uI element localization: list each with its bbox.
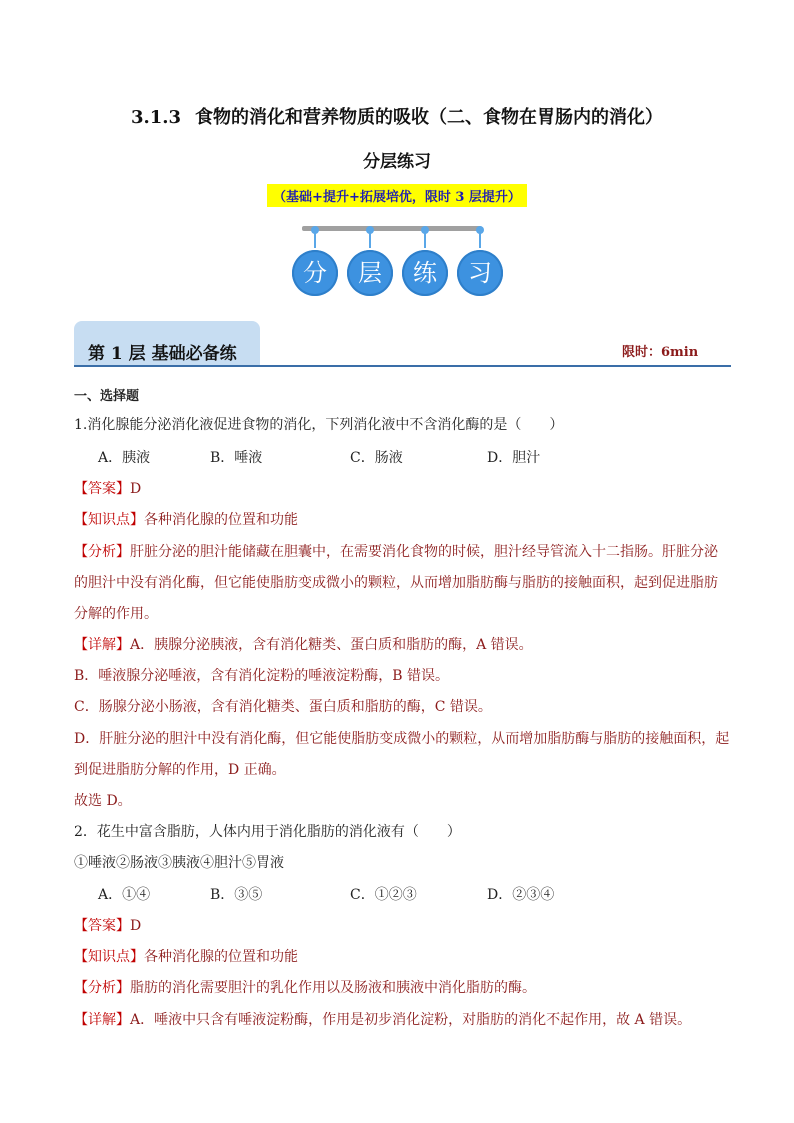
section-divider: [74, 365, 731, 367]
document-subtitle: 分层练习: [363, 152, 431, 172]
q1-analysis-line-3: 分解的作用。: [74, 606, 158, 622]
answer-value: D: [130, 918, 142, 934]
practice-banner: [288, 222, 508, 300]
q2-knowledge-point: [74, 946, 298, 966]
q1-analysis-line-2: 的胆汁中没有消化酶，但它能使脂肪变成微小的颗粒，从而增加脂肪酶与脂肪的接触面积，起到促进脂肪: [74, 575, 718, 591]
banner-bubble: 层: [347, 250, 393, 296]
tagline-wrap: [0, 184, 794, 207]
banner-bubble: 练: [402, 250, 448, 296]
q1-knowledge-point: [74, 509, 298, 529]
banner-pin: [314, 230, 316, 248]
tagline: （基础+提升+拓展培优，限时 3 层提升）: [267, 184, 527, 207]
q1-option-d: D．胆汁: [487, 450, 541, 466]
title-text: 食物的消化和营养物质的吸收（二、食物在胃肠内的消化）: [195, 107, 664, 128]
banner-pin: [424, 230, 426, 248]
answer-value: D: [130, 481, 142, 497]
banner-pin: [369, 230, 371, 248]
q1-option-b: B．唾液: [210, 450, 263, 466]
question-2-stem: 2．花生中富含脂肪，人体内用于消化脂肪的消化液有（ ）: [74, 824, 461, 840]
knowledge-tag: 【知识点】: [74, 949, 144, 965]
knowledge-text: 各种消化腺的位置和功能: [144, 512, 298, 528]
section-number: 3.1.3: [130, 107, 182, 128]
banner-bar: [302, 226, 482, 231]
q2-option-b: B．③⑤: [210, 887, 263, 903]
section-heading-box: [74, 321, 260, 365]
detail-text: A．唾液中只含有唾液淀粉酶，作用是初步消化淀粉，对脂肪的消化不起作用，故 A 错误。: [130, 1012, 692, 1028]
detail-text: A．胰腺分泌胰液，含有消化糖类、蛋白质和脂肪的酶，A 错误。: [130, 637, 533, 653]
q1-detail-d-line-1: D．肝脏分泌的胆汁中没有消化酶，但它能使脂肪变成微小的颗粒，从而增加脂肪酶与脂肪的接触面积，起: [74, 731, 730, 747]
q2-answer: [74, 915, 141, 935]
q1-conclusion: 故选 D。: [74, 793, 132, 809]
part-heading: 一、选择题: [74, 389, 140, 404]
q1-option-c: C．肠液: [350, 450, 403, 466]
q1-detail-c: C．肠腺分泌小肠液，含有消化糖类、蛋白质和脂肪的酶，C 错误。: [74, 699, 492, 715]
answer-tag: 【答案】: [74, 918, 130, 934]
knowledge-text: 各种消化腺的位置和功能: [144, 949, 298, 965]
analysis-tag: 【分析】: [74, 544, 130, 560]
analysis-tag: 【分析】: [74, 980, 130, 996]
q1-detail-a: [74, 634, 533, 654]
q1-answer: [74, 478, 141, 498]
answer-tag: 【答案】: [74, 481, 130, 497]
banner-bubble: 分: [292, 250, 338, 296]
section-heading: 第 1 层 基础必备练: [88, 344, 237, 364]
question-1-stem: 1.消化腺能分泌消化液促进食物的消化，下列消化液中不含消化酶的是（ ）: [74, 417, 564, 433]
detail-tag: 【详解】: [74, 1012, 130, 1028]
banner-pin: [479, 230, 481, 248]
q1-detail-d-line-2: 到促进脂肪分解的作用，D 正确。: [74, 762, 286, 778]
q2-option-c: C．①②③: [350, 887, 417, 903]
q1-analysis-line-1: [74, 541, 718, 561]
time-limit: 限时：6min: [622, 345, 699, 360]
detail-tag: 【详解】: [74, 637, 130, 653]
analysis-text: 脂肪的消化需要胆汁的乳化作用以及肠液和胰液中消化脂肪的酶。: [130, 980, 536, 996]
q1-option-a: A．胰液: [98, 450, 151, 466]
knowledge-tag: 【知识点】: [74, 512, 144, 528]
document-title: [0, 103, 794, 129]
analysis-text: 肝脏分泌的胆汁能储藏在胆囊中，在需要消化食物的时候，胆汁经导管流入十二指肠。肝脏分泌: [130, 544, 718, 560]
q1-detail-b: B．唾液腺分泌唾液，含有消化淀粉的唾液淀粉酶，B 错误。: [74, 668, 450, 684]
q2-option-a: A．①④: [98, 887, 151, 903]
q2-analysis: [74, 977, 536, 997]
banner-bubble: 习: [457, 250, 503, 296]
q2-items: ①唾液②肠液③胰液④胆汁⑤胃液: [74, 855, 284, 871]
q2-option-d: D．②③④: [487, 887, 555, 903]
q2-detail-a: [74, 1009, 691, 1029]
